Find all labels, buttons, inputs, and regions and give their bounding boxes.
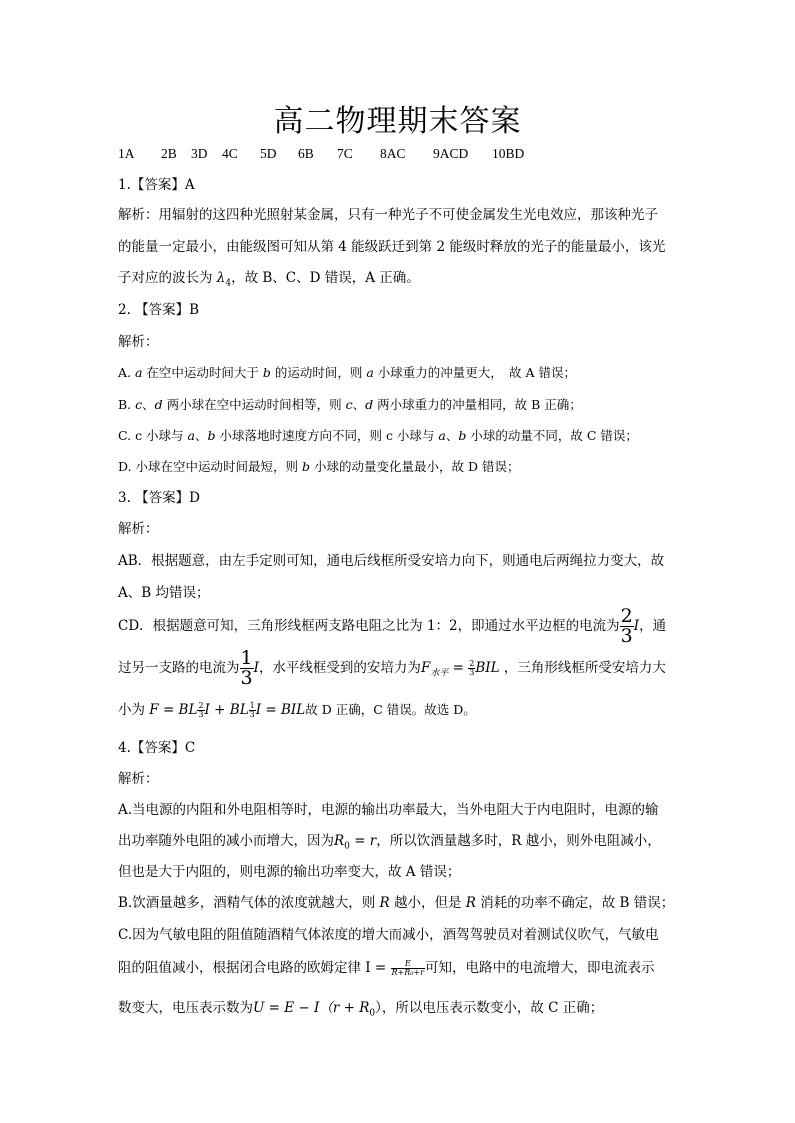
- q2-option-b: B. c、d 两小球在空中运动时间相等，则 c、d 两小球重力的冲量相同，故 B 正确；: [118, 397, 582, 412]
- answer-key-row: [118, 146, 718, 166]
- q2-analysis-label: 解析：: [118, 334, 159, 350]
- fraction-two-thirds: $\frac{2}{3}$: [620, 605, 633, 647]
- q4-c-line-2: 阻的阻值减小，根据闭合电路的欧姆定律 I = $\frac{E}{\text{R+R₀+r}}$ 可知，电路中的电流增大，即电流表示: [118, 959, 655, 977]
- answer-key-item: 5D: [260, 146, 277, 161]
- page-title: 高二物理期末答案: [273, 104, 522, 139]
- q4-b-line: B.饮酒量越多，酒精气体的浓度就越大，则 R 越小，但是 R 消耗的功率不确定，故 B 错误；: [118, 895, 675, 911]
- fraction-one-third: $\frac{1}{3}$: [240, 647, 253, 689]
- answer-key-item: 3D: [191, 146, 208, 161]
- fraction-two-thirds-small: $\frac{2}{3}$: [469, 659, 475, 677]
- q3-heading: 3. 【答案】D: [118, 490, 200, 506]
- answer-key-item: 1A: [118, 146, 135, 161]
- q2-option-c: C. c 小球与 a、b 小球落地时速度方向不同，则 c 小球与 a、b 小球的动量不同，故 C 错误；: [118, 428, 638, 443]
- answer-key-item: 4C: [222, 146, 238, 161]
- q1-line-1: 解析：用辐射的这四种光照射某金属，只有一种光子不可使金属发生光电效应，那该种光子: [118, 207, 658, 223]
- answer-key-item: 7C: [337, 146, 353, 161]
- q1-line-2: 的能量一定最小，由能级图可知从第 4 能级跃迁到第 2 能级时释放的光子的能量最小，该光: [118, 239, 666, 255]
- q2-heading: 2. 【答案】B: [118, 302, 200, 318]
- q4-analysis-label: 解析：: [118, 771, 159, 787]
- q1-line-3: 子对应的波长为 $\lambda_4$，故 B、C、D 错误，A 正确。: [118, 270, 420, 289]
- answer-key-item: 6B: [298, 146, 314, 161]
- fraction-two-thirds-small: $\frac{2}{3}$: [198, 701, 204, 719]
- q4-c-line-1: C.因为气敏电阻的阻值随酒精气体浓度的增大而减小，酒驾驾驶员对着测试仪吹气，气敏电: [118, 927, 659, 943]
- q3-analysis-label: 解析：: [118, 521, 159, 537]
- q2-option-d: D. 小球在空中运动时间最短，则 b 小球的动量变化量最小，故 D 错误；: [118, 459, 520, 474]
- q3-cd-line-2: 过另一支路的电流为 $\frac{1}{3}$ I，水平线框受到的安培力为$F_{水平}$ = $\frac{2}{3}$ BIL ，三角形线框所受安培力大: [118, 647, 666, 689]
- q3-ab-line-2: A、B 均错误；: [118, 585, 210, 601]
- q4-heading: 4.【答案】C: [118, 740, 196, 756]
- q4-c-line-3: 数变大，电压表示数为$U = E - I(r + R_0)$，所以电压表示数变小，故 C 正确；: [118, 1000, 604, 1019]
- q3-cd-line-3: 小为 F = BL $\frac{2}{3}$ I + BL $\frac{1}{3}$ I = BIL故 D 正确，C 错误。故选 D。: [118, 701, 476, 719]
- q4-a-line-2: 出功率随外电阻的减小而增大，因为$R_0 = r$，所以饮酒量越多时，R 越小，则外电阻减小，: [118, 833, 661, 852]
- answer-key-item: 2B: [161, 146, 177, 161]
- q1-heading: 1.【答案】A: [118, 177, 195, 193]
- answer-key-item: 8AC: [380, 146, 406, 161]
- q4-a-line-3: 但也是大于内阻的，则电源的输出功率变大，故 A 错误；: [118, 864, 461, 880]
- q4-a-line-1: A.当电源的内阻和外电阻相等时，电源的输出功率最大，当外电阻大于内电阻时，电源的输: [118, 802, 659, 818]
- q3-ab-line-1: AB．根据题意，由左手定则可知，通电后线框所受安培力向下，则通电后两绳拉力变大，故: [118, 553, 665, 569]
- answer-key-item: 10BD: [492, 146, 525, 161]
- ohm-law-fraction: $\frac{E}{\text{R+R₀+r}}$: [391, 959, 425, 977]
- fraction-one-third-small: $\frac{1}{3}$: [249, 701, 255, 719]
- q2-option-a: A. a 在空中运动时间大于 b 的运动时间，则 a 小球重力的冲量更大， 故 A 错误；: [118, 365, 577, 380]
- q3-cd-line-1: CD．根据题意可知，三角形线框两支路电阻之比为 1：2，即通过水平边框的电流为 $\frac{2}{3}$ I，通: [118, 605, 667, 647]
- answer-key-item: 9ACD: [433, 146, 469, 161]
